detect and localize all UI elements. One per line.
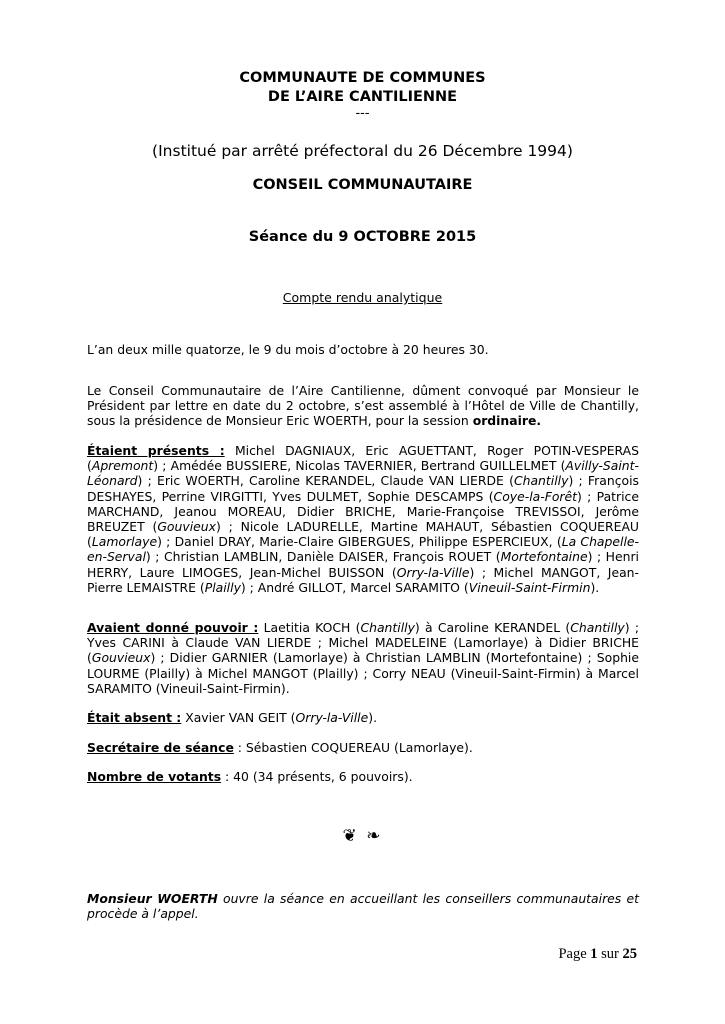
intro-paragraph: L’an deux mille quatorze, le 9 du mois d’octobre à 20 heures 30. bbox=[87, 342, 489, 357]
commune-name: Plailly bbox=[204, 579, 241, 595]
pouvoirs-text: ) ; Didier GARNIER (Lamorlaye) à Christian LAMBLIN (Mortefontaine) ; Sophie LOURME (Plailly) à Michel MANGOT (Plailly) ; Corry NEAU (Vineuil-Saint-Firmin) à Marcel SARAMITO (Vineuil-Saint-Firmin). bbox=[87, 650, 639, 696]
convocation-paragraph bbox=[87, 383, 639, 429]
page-number bbox=[558, 946, 637, 963]
presents-text: ) ; Amédée BUSSIERE, Nicolas TAVERNIER, Bertrand GUILLELMET ( bbox=[153, 458, 566, 474]
presents-text: ) ; Nicole LADURELLE, Martine MAHAUT, Sébastien COQUEREAU ( bbox=[87, 519, 639, 550]
secretaire-label: Secrétaire de séance bbox=[87, 740, 234, 755]
commune-name: Chantilly bbox=[513, 473, 569, 489]
absent-text: ). bbox=[368, 710, 378, 725]
pouvoirs-text: Laetitia KOCH ( bbox=[258, 620, 361, 635]
opening-text: ouvre la séance en accueillant les conseillers communautaires et procède à l’appel. bbox=[87, 891, 639, 922]
pouvoirs-text: ) ; Yves CARINI à Claude VAN LIERDE ; Michel MADELEINE (Lamorlaye) à Didier BRICHE ( bbox=[87, 620, 639, 666]
commune-name: Orry-la-Ville bbox=[396, 564, 470, 580]
commune-name: Chantilly bbox=[570, 620, 625, 635]
secretaire-text: : Sébastien COQUEREAU (Lamorlaye). bbox=[233, 740, 473, 755]
convocation-text: Le Conseil Communautaire de l’Aire Cantilienne, dûment convoqué par Monsieur le Président par lettre en date du 2 octobre, s’est assemblé à l’Hôtel de Ville de Chantilly, sous la présidence de Monsieur Eric WOERTH, pour la session bbox=[87, 383, 639, 429]
pouvoirs-paragraph bbox=[87, 620, 639, 696]
votants-paragraph bbox=[87, 769, 639, 784]
fleuron-ornament-icon: ❦ ❧ bbox=[342, 826, 383, 846]
commune-name: Orry-la-Ville bbox=[295, 710, 369, 725]
commune-name: Vineuil-Saint-Firmin bbox=[468, 579, 591, 595]
current-page: 1 bbox=[590, 946, 598, 962]
votants-text: : 40 (34 présents, 6 pouvoirs). bbox=[221, 769, 413, 784]
commune-name: Apremont bbox=[91, 458, 154, 474]
presents-text: Michel DAGNIAUX, Eric AGUETTANT, Roger POTIN-VESPERAS ( bbox=[87, 443, 639, 474]
presents-text: ) ; Patrice MARCHAND, Jeanou MOREAU, Didier BRICHE, Marie-Françoise TREVISSOI, Jerôme BREUZET ( bbox=[87, 488, 639, 535]
votants-label: Nombre de votants bbox=[87, 769, 222, 784]
presents-text: ) ; Daniel DRAY, Marie-Claire GIBERGUES, Philippe ESPERCIEUX, ( bbox=[157, 534, 562, 550]
session-title: Séance du 9 OCTOBRE 2015 bbox=[248, 229, 477, 245]
commune-name: La Chapelle-en-Serval bbox=[87, 534, 639, 565]
commune-name: Chantilly bbox=[360, 620, 415, 635]
presents-text: ) ; Henri HERRY, Laure LIMOGES, Jean-Michel BUISSON ( bbox=[87, 549, 639, 580]
header-line-2: DE L’AIRE CANTILIENNE bbox=[267, 89, 458, 105]
absent-label: Était absent : bbox=[87, 710, 182, 725]
opening-paragraph bbox=[87, 891, 639, 921]
pouvoirs-text: ) à Caroline KERANDEL ( bbox=[414, 620, 571, 635]
commune-name: Lamorlaye bbox=[91, 534, 158, 550]
commune-name: Mortefontaine bbox=[500, 549, 588, 565]
subtitle: Compte rendu analytique bbox=[282, 290, 443, 305]
header-separator: --- bbox=[355, 106, 370, 121]
of-word: sur bbox=[601, 946, 619, 962]
opening-speaker: Monsieur WOERTH bbox=[87, 891, 218, 906]
header-line-1: COMMUNAUTE DE COMMUNES bbox=[239, 70, 486, 86]
absent-text: Xavier VAN GEIT ( bbox=[181, 710, 296, 725]
commune-name: Avilly-Saint-Léonard bbox=[87, 458, 639, 489]
presents-label: Étaient présents : bbox=[87, 443, 225, 458]
institution-line: (Institué par arrêté préfectoral du 26 Décembre 1994) bbox=[152, 142, 573, 160]
page-word: Page bbox=[558, 946, 587, 962]
presents-text: ). bbox=[590, 579, 600, 595]
commune-name: Gouvieux bbox=[91, 650, 151, 666]
presents-text: ) ; André GILLOT, Marcel SARAMITO ( bbox=[240, 579, 469, 595]
secretaire-paragraph bbox=[87, 740, 639, 755]
commune-name: Gouvieux bbox=[157, 519, 216, 535]
pouvoirs-label: Avaient donné pouvoir : bbox=[87, 620, 259, 635]
commune-name: Coye-la-Forêt bbox=[493, 488, 577, 504]
total-pages: 25 bbox=[622, 946, 637, 962]
presents-text: ) ; Christian LAMBLIN, Danièle DAISER, François ROUET ( bbox=[145, 549, 501, 565]
presents-paragraph bbox=[87, 443, 639, 595]
council-title: CONSEIL COMMUNAUTAIRE bbox=[252, 177, 473, 193]
convocation-bold: ordinaire. bbox=[472, 413, 542, 429]
absent-paragraph bbox=[87, 710, 639, 725]
presents-text: ) ; François DESHAYES, Perrine VIRGITTI, Yves DULMET, Sophie DESCAMPS ( bbox=[87, 473, 639, 504]
presents-text: ) ; Eric WOERTH, Caroline KERANDEL, Claude VAN LIERDE ( bbox=[137, 473, 514, 489]
presents-text: ) ; Michel MANGOT, Jean-Pierre LEMAISTRE ( bbox=[87, 564, 640, 595]
